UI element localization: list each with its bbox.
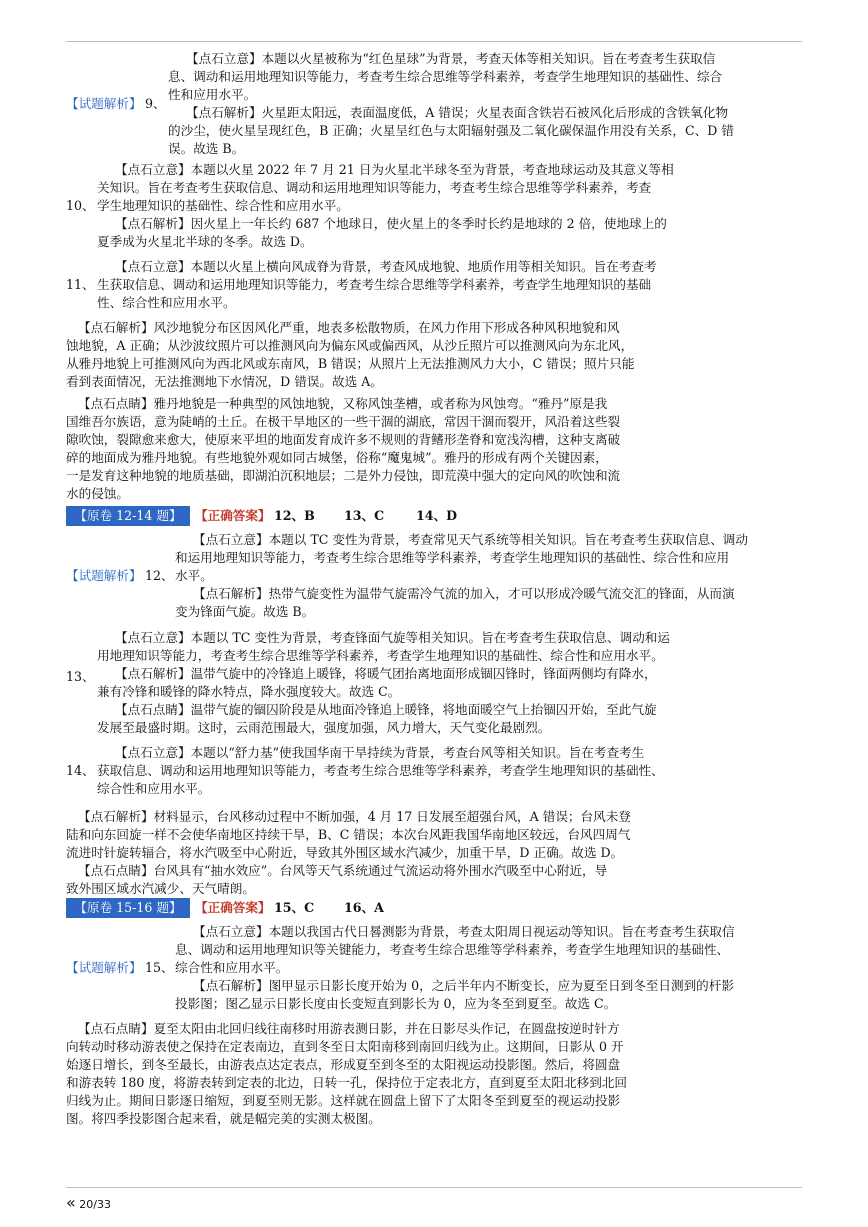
q15-block [175, 923, 735, 1013]
text-line: 【点石解析】材料显示，台风移动过程中不断加强，4 月 17 日发展至超强台风，A 错误；台风未登 [78, 809, 631, 824]
text-line: 蚀地貌，A 正确；从沙波纹照片可以推测风向为偏东风或偏西风，从沙丘照片可以推测风向为东北风， [66, 338, 634, 353]
text-line: 【点石解析】温带气旋中的冷锋追上暖锋，将暖气团抬离地面形成锢囚锋时，锋面两侧均有降水， [115, 666, 657, 681]
q11-note [66, 395, 620, 503]
text-line: 向转动时移动游表使之保持在定表南边，直到冬至日太阳南移到南回归线为止。这期间，日影从 0 开 [66, 1039, 624, 1054]
q11-block [97, 258, 657, 312]
analysis-label: 【试题解析】 [66, 568, 142, 583]
question-number: 12、 [145, 568, 174, 583]
text-line: 【点石解析】风沙地貌分布区因风化严重，地表多松散物质，在风力作用下形成各种风积地貌和风 [78, 320, 620, 335]
text-line: 图。将四季投影图合起来看，就是幅完美的实测太极图。 [66, 1111, 381, 1126]
text-line: 综合性和应用水平。 [97, 781, 211, 796]
text-line: 用地理知识等能力，考查考生综合思维等学科素养，考查学生地理知识的基础性、综合性和应用水平。 [97, 648, 664, 663]
analysis-label: 【试题解析】 [66, 960, 142, 975]
text-line: 陆和向东回旋一样不会使华南地区持续干旱，B、C 错误；本次台风距我国华南地区较远，台风四周气 [66, 827, 631, 842]
text-line: 误。故选 B。 [168, 141, 245, 156]
text-line: 从雅丹地貌上可推测风向为西北风或东南风，B 错误；从照片上无法推测风力大小，C 错误；照片只能 [66, 356, 635, 371]
text-line: 投影图；图乙显示日影长度由长变短直到影长为 0，应为冬至到夏至。故选 C。 [175, 996, 617, 1011]
text-line: 获取信息、调动和运用地理知识等能力，考查考生综合思维等学科素养，考查学生地理知识的基础性、 [97, 763, 664, 778]
text-line: 发展至最盛时期。这时，云雨范围最大，强度加强，风力增大，天气变化最剧烈。 [97, 720, 551, 735]
answer-item: 14、D [416, 508, 458, 523]
q11-analysis [66, 319, 634, 391]
q13-block [97, 629, 670, 737]
text-line: 看到表面情况，无法推测地下水情况，D 错误。故选 A。 [66, 374, 383, 389]
text-line: 【点石立意】本题以 TC 变性为背景，考查锋面气旋等相关知识。旨在考查考生获取信息、调动和运 [115, 630, 670, 645]
text-line: 【点石立意】本题以“舒力基”使我国华南干旱持续为背景，考查台风等相关知识。旨在考查考生 [115, 745, 645, 760]
text-line: 【点石点睛】台风具有“抽水效应”。台风等天气系统通过气流运动将外围水汽吸至中心附近，导 [78, 863, 608, 878]
text-line: 和运用地理知识等能力，考查考生综合思维等学科素养，考查学生地理知识的基础性、综合性和应用 [175, 550, 730, 565]
text-line: 【点石解析】热带气旋变性为温带气旋需冷气流的加入，才可以形成冷暖气流交汇的锋面，从而演 [193, 586, 735, 601]
text-line: 兼有冷锋和暖锋的降水特点，降水强度较大。故选 C。 [97, 684, 401, 699]
page-number: 20/33 [79, 1198, 111, 1211]
text-line: 【点石解析】图甲显示日影长度开始为 0，之后半年内不断变长，应为夏至日到冬至日测到的杆影 [193, 978, 734, 993]
text-line: 和游表转 180 度，将游表转到定表的北边，日转一孔，保持位于定表北方，直到夏至太阳北移到北回 [66, 1075, 627, 1090]
text-line: 变为锋面气旋。故选 B。 [175, 604, 315, 619]
text-line: 【点石点睛】温带气旋的锢囚阶段是从地面冷锋追上暖锋，将地面暖空气上抬锢囚开始，至此气旋 [115, 702, 657, 717]
question-number: 13、 [66, 669, 95, 684]
top-rule [66, 41, 802, 42]
correct-answer-label: 【正确答案】 [195, 900, 271, 915]
text-line: 流进时针旋转辐合，将水汽吸至中心附近，导致其外围区域水汽减少，加重干旱，D 正确。故选 D。 [66, 845, 624, 860]
analysis-label: 【试题解析】 [66, 96, 142, 111]
question-number: 11、 [66, 277, 95, 292]
q10-block [97, 161, 674, 251]
answer-item: 16、A [344, 900, 384, 915]
question-number: 9、 [145, 96, 166, 111]
text-line: 综合性和应用水平。 [175, 960, 289, 975]
text-line: 归线为止。期间日影逐日缩短，到夏至则无影。这样就在圆盘上留下了太阳冬至到夏至的视运动投影 [66, 1093, 621, 1108]
double-chevron-left-icon: « [66, 1193, 76, 1212]
text-line: 【点石立意】本题以火星被称为“红色星球”为背景，考查天体等相关知识。旨在考查考生获取信 [186, 51, 716, 66]
page-footer [66, 1193, 111, 1212]
q12-block [175, 531, 748, 621]
text-line: 【点石点睛】雅丹地貌是一种典型的风蚀地貌，又称风蚀垄槽，或者称为风蚀弯。“雅丹”原是我 [78, 396, 608, 411]
text-line: 息、调动和运用地理知识等关键能力，考查考生综合思维等学科素养，考查学生地理知识的基础性、 [175, 942, 730, 957]
question-number: 10、 [66, 198, 95, 213]
text-line: 【点石立意】本题以我国古代日晷测影为背景，考查太阳周日视运动等知识。旨在考查考生获取信 [193, 924, 735, 939]
q9-block [168, 50, 734, 158]
text-line: 【点石立意】本题以 TC 变性为背景，考查常见天气系统等相关知识。旨在考查考生获取信息、调动 [193, 532, 748, 547]
text-line: 水的侵蚀。 [66, 486, 129, 501]
text-line: 致外围区域水汽减少、天气晴朗。 [66, 881, 255, 896]
text-line: 夏季成为火星北半球的冬季。故选 D。 [97, 234, 313, 249]
q15-note [66, 1020, 627, 1128]
text-line: 性、综合性和应用水平。 [97, 295, 236, 310]
text-line: 【点石解析】因火星上一年长约 687 个地球日，使火星上的冬季时长约是地球的 2 倍，使地球上的 [115, 216, 667, 231]
text-line: 【点石立意】本题以火星 2022 年 7 月 21 日为火星北半球冬至为背景，考查地球运动及其意义等相 [115, 162, 674, 177]
question-number: 14、 [66, 763, 95, 778]
text-line: 关知识。旨在考查考生获取信息、调动和运用地理知识等能力，考查考生综合思维等学科素养，考查 [97, 180, 652, 195]
text-line: 性和应用水平。 [168, 87, 257, 102]
q14-analysis [66, 808, 631, 898]
text-line: 【点石点睛】夏至太阳由北回归线往南移时用游表测日影，并在日影尽头作记，在圆盘按逆时针方 [78, 1021, 620, 1036]
answer-item: 12、B [274, 508, 315, 523]
text-line: 一是发育这种地貌的地质基础，即湖泊沉积地层；二是外力侵蚀，即荒漠中强大的定向风的吹蚀和流 [66, 468, 621, 483]
text-line: 始逐日增长，到冬至最长，由游表点达定表点，形成夏至到冬至的太阳视运动投影图。然后，将圆盘 [66, 1057, 621, 1072]
text-line: 生获取信息、调动和运用地理知识等能力，考查考生综合思维等学科素养，考查学生地理知识的基础 [97, 277, 652, 292]
text-line: 碎的地面成为雅丹地貌。有些地貌外观如同古城堡，俗称“魔鬼城”。雅丹的形成有两个关键因素， [66, 450, 608, 465]
correct-answer-label: 【正确答案】 [195, 508, 271, 523]
text-line: 息、调动和运用地理知识等能力，考查考生综合思维等学科素养，考查学生地理知识的基础性、综合 [168, 69, 723, 84]
text-line: 的沙尘，使火星呈现红色，B 正确；火星呈红色与太阳辐射强及二氧化碳保温作用没有关系，C、D 错 [168, 123, 734, 138]
q14-block [97, 744, 664, 798]
text-line: 国维吾尔族语，意为陡峭的土丘。在极干旱地区的一些干涸的湖底，常因干涸而裂开，风沿着这些裂 [66, 414, 621, 429]
original-question-banner: 【原卷 12-14 题】 [66, 506, 190, 526]
text-line: 【点石解析】火星距太阳远，表面温度低，A 错误；火星表面含铁岩石被风化后形成的含铁氧化物 [186, 105, 729, 120]
question-number: 15、 [145, 960, 174, 975]
text-line: 【点石立意】本题以火星上横向风成脊为背景，考查风成地貌、地质作用等相关知识。旨在考查考 [115, 259, 657, 274]
text-line: 学生地理知识的基础性、综合性和应用水平。 [97, 198, 349, 213]
answer-item: 13、C [344, 508, 385, 523]
text-line: 水平。 [175, 568, 213, 583]
original-question-banner: 【原卷 15-16 题】 [66, 898, 190, 918]
answer-item: 15、C [274, 900, 315, 915]
bottom-rule [66, 1187, 802, 1188]
text-line: 隙吹蚀，裂隙愈来愈大，使原来平坦的地面发育成许多不规则的背鳍形垄脊和宽浅沟槽，这种支离破 [66, 432, 621, 447]
